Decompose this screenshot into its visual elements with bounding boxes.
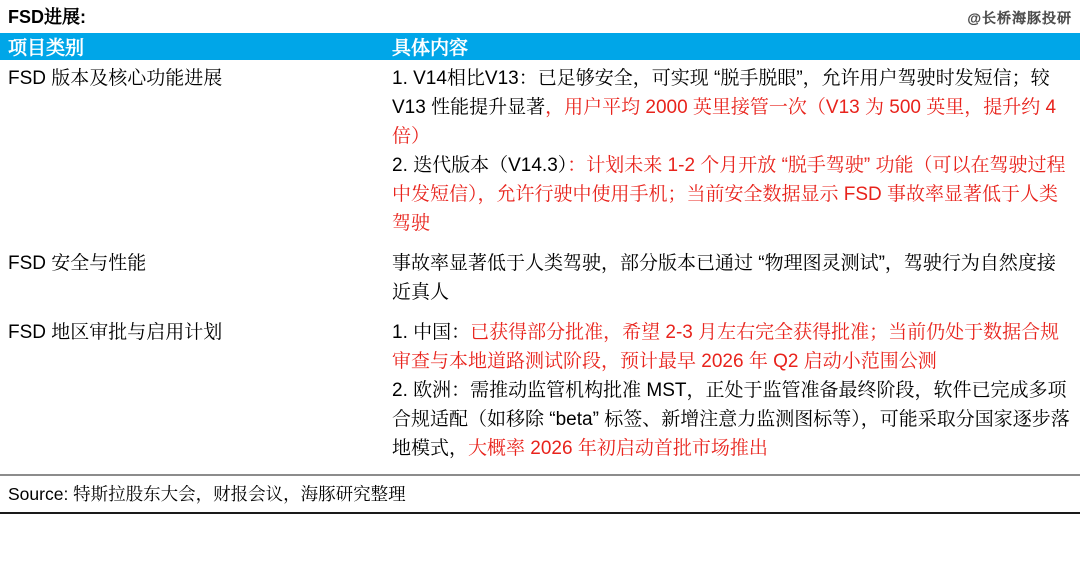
content-paragraph (392, 249, 1070, 307)
category-cell: FSD 安全与性能 (8, 253, 147, 274)
text-segment: ：计划未来 1-2 个月开放 “脱手驾驶” 功能（可以在驾驶过程中发短信），允许行驶中使用手机；当前安全数据显示 FSD 事故率显著低于人类驾驶 (392, 155, 1066, 234)
column-header-category: 项目类别 (8, 38, 85, 59)
content-paragraph (392, 64, 1070, 151)
text-segment: 大概率 2026 年初启动首批市场推出 (468, 438, 768, 459)
table-row (0, 314, 1080, 470)
text-segment: 已获得部分批准，希望 2-3 月左右完全获得批准；当前仍处于数据合规审查与本地道路测试阶段，预计最早 2026 年 Q2 启动小范围公测 (392, 322, 1060, 372)
content-paragraph (392, 151, 1070, 238)
top-bar (0, 0, 1080, 33)
source-note: Source: 特斯拉股东大会，财报会议，海豚研究整理 (0, 474, 1080, 514)
watermark: @长桥海豚投研 (967, 10, 1072, 26)
text-segment: 1. 中国： (392, 322, 471, 343)
content-cell (392, 249, 1080, 307)
category-cell: FSD 地区审批与启用计划 (8, 322, 223, 343)
text-segment: 1. V14相比V13：已足够安全，可实现 “脱手脱眼”，允许用户驾驶时发短信；较 V13 性能提升显著 (392, 68, 1050, 118)
text-segment: 2. 迭代版本（V14.3） (392, 155, 568, 176)
content-paragraph (392, 318, 1070, 376)
table-row (0, 60, 1080, 245)
table-row (0, 245, 1080, 314)
category-cell: FSD 版本及核心功能进展 (8, 68, 223, 89)
page-title: FSD进展: (8, 7, 86, 27)
content-cell (392, 64, 1080, 238)
content-cell (392, 318, 1080, 463)
text-segment: 2. 欧洲：需推动监管机构批准 MST，正处于监管准备最终阶段，软件已完成多项合规适配（如移除 “beta” 标签、新增注意力监测图标等），可能采取分国家逐步落地模式， (392, 380, 1070, 459)
content-paragraph (392, 376, 1070, 463)
column-header-content: 具体内容 (392, 38, 469, 59)
table-header (0, 33, 1080, 60)
text-segment: 事故率显著低于人类驾驶，部分版本已通过 “物理图灵测试”，驾驶行为自然度接近真人 (392, 253, 1056, 303)
text-segment: ，用户平均 2000 英里接管一次（V13 为 500 英里，提升约 4 倍） (392, 97, 1057, 147)
table-body (0, 60, 1080, 470)
